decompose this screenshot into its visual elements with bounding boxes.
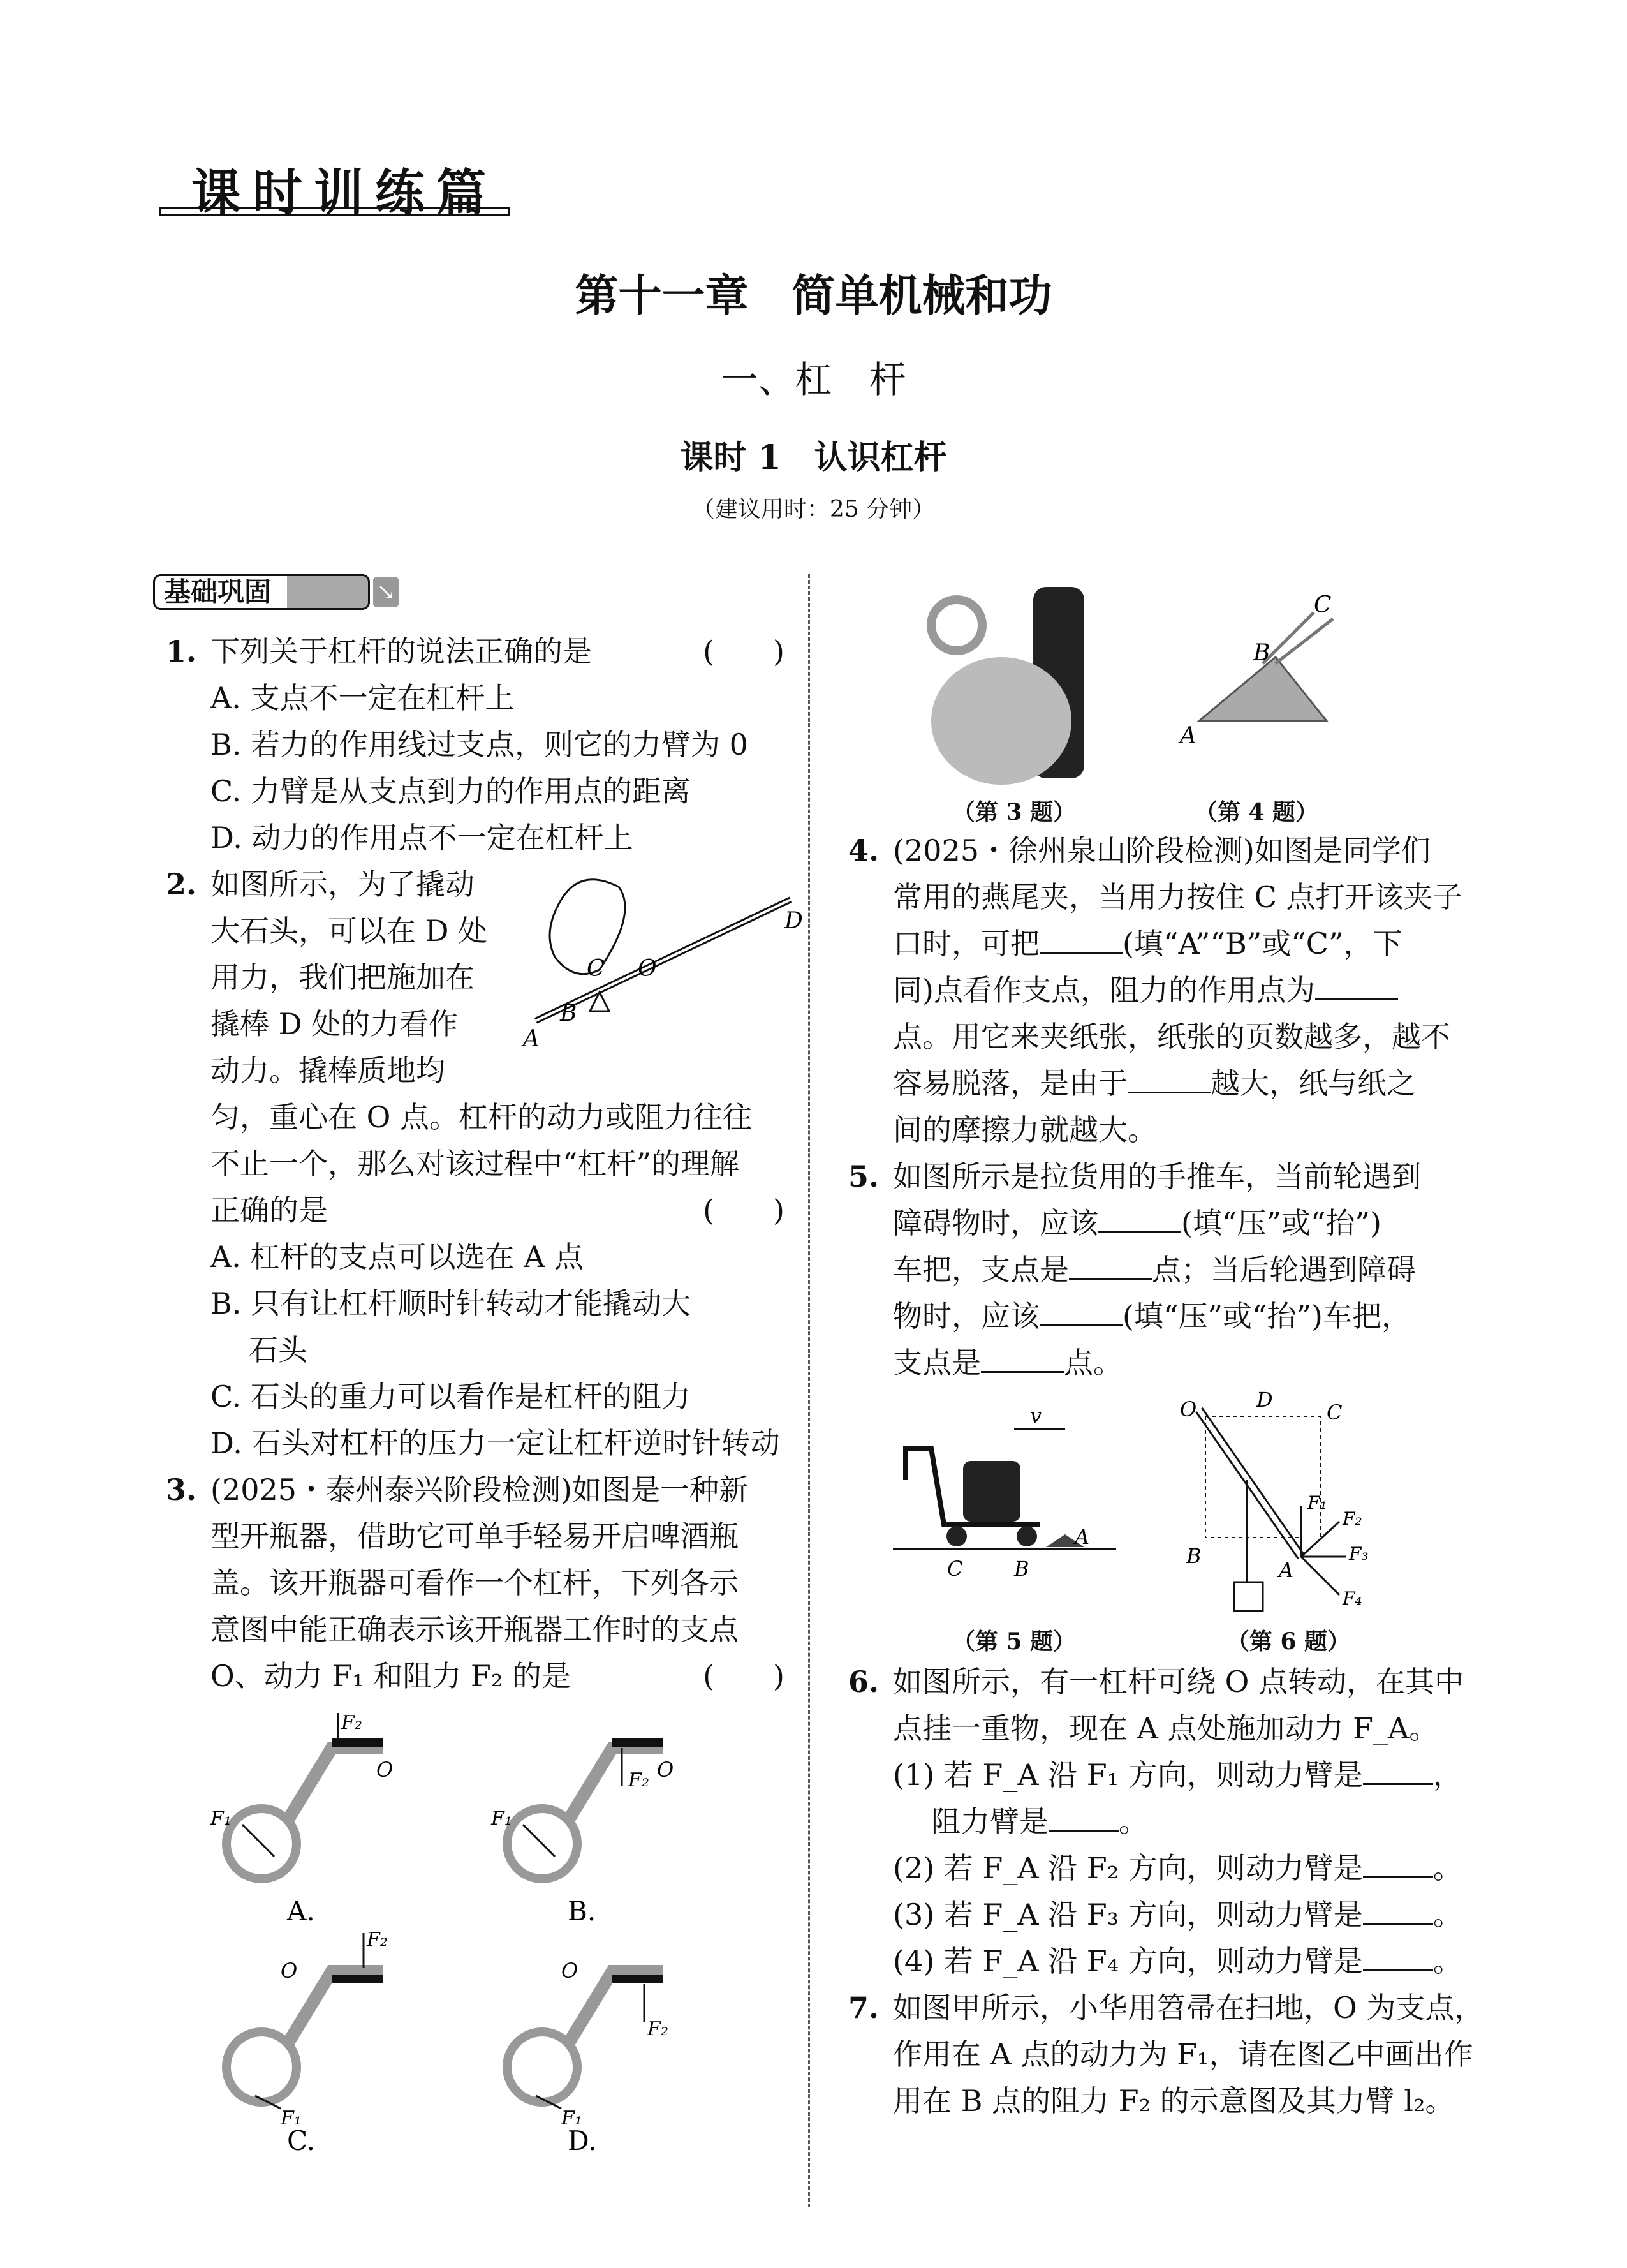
option-d-figure[interactable] bbox=[507, 1959, 668, 2156]
caption-q4: （第 4 题） bbox=[1194, 799, 1319, 826]
opener-options-figure bbox=[204, 1710, 778, 2156]
stem-text: 点。 bbox=[1064, 1345, 1123, 1380]
answer-blank[interactable] bbox=[1049, 1800, 1119, 1832]
answer-blank[interactable] bbox=[1363, 1894, 1433, 1925]
answer-blank[interactable] bbox=[981, 1342, 1064, 1373]
stem-text: ， bbox=[1432, 1758, 1462, 1792]
stem-text: 支点是 bbox=[893, 1345, 981, 1380]
stem-text: 同)点看作支点，阻力的作用点为 bbox=[893, 973, 1315, 1007]
figures-q5-q6 bbox=[893, 1391, 1467, 1620]
option-b-figure[interactable] bbox=[490, 1738, 674, 1927]
label-a: A bbox=[1180, 723, 1196, 749]
right-column-lower bbox=[848, 1659, 1484, 2124]
question-number: 4. bbox=[848, 833, 880, 868]
stem-line: 撬棒 D 处的力看作 bbox=[210, 1007, 459, 1041]
stem-line: 不止一个，那么对该过程中“杠杆”的理解 bbox=[210, 1146, 740, 1181]
question-number: 6. bbox=[848, 1664, 880, 1699]
label-f2: F₂ bbox=[367, 1929, 388, 1951]
banner-underline-ornament bbox=[159, 207, 510, 216]
stem-text: 。 bbox=[1432, 1897, 1462, 1932]
stem-line: (2025・徐州泉山阶段检测)如图是同学们 bbox=[893, 833, 1431, 868]
stem-text: (2) 若 F_A 沿 F₂ 方向，则动力臂是 bbox=[893, 1851, 1363, 1885]
option-b-cont: 石头 bbox=[249, 1333, 307, 1367]
stem-line: 如图甲所示，小华用笤帚在扫地，O 为支点， bbox=[893, 1990, 1484, 2025]
label-a: A bbox=[523, 1026, 540, 1052]
stem-text: 车把，支点是 bbox=[893, 1252, 1069, 1287]
question-2 bbox=[166, 861, 803, 1094]
answer-blank[interactable] bbox=[1069, 1249, 1152, 1280]
label-b: B bbox=[560, 1000, 577, 1027]
stem-text: (3) 若 F_A 沿 F₃ 方向，则动力臂是 bbox=[893, 1897, 1363, 1932]
label-f1: F₁ bbox=[1307, 1492, 1327, 1513]
stem-line: 用力，我们把施加在 bbox=[210, 960, 475, 995]
label-d: D bbox=[784, 908, 803, 934]
label-o: O bbox=[281, 1959, 298, 1983]
label-b: B bbox=[1253, 640, 1270, 666]
label-v: v bbox=[1030, 1404, 1042, 1428]
option-d: D. 石头对杠杆的压力一定让杠杆逆时针转动 bbox=[210, 1426, 780, 1460]
label-f2: F₂ bbox=[628, 1769, 649, 1791]
option-d: D. 动力的作用点不一定在杠杆上 bbox=[210, 820, 633, 855]
label-f4: F₄ bbox=[1343, 1588, 1362, 1609]
answer-blank[interactable] bbox=[1315, 969, 1398, 1000]
column-divider bbox=[808, 574, 810, 2207]
question-number: 2. bbox=[166, 867, 197, 901]
chapter-title: 第十一章 简单机械和功 bbox=[575, 271, 1052, 322]
caption-q6: （第 6 题） bbox=[1226, 1628, 1351, 1655]
stem-text: 。 bbox=[1119, 1804, 1148, 1839]
stem-text: 口时，可把 bbox=[893, 926, 1040, 961]
section-title: 一、杠 杆 bbox=[721, 358, 906, 401]
arrow-down-right-icon: ↘ bbox=[373, 577, 399, 607]
stem-line: 常用的燕尾夹，当用力按住 C 点打开该夹子 bbox=[893, 880, 1462, 914]
question-number: 5. bbox=[848, 1159, 880, 1194]
stem-line: 动力。撬棒质地均 bbox=[210, 1053, 445, 1088]
answer-blank[interactable] bbox=[1098, 1202, 1181, 1233]
label-a: A bbox=[1279, 1558, 1294, 1582]
label-o: O bbox=[1180, 1397, 1197, 1421]
option-b: B. 若力的作用线过支点，则它的力臂为 0 bbox=[210, 727, 748, 762]
choice-a: A. bbox=[287, 1895, 315, 1927]
stem-line: (2025・泰州泰兴阶段检测)如图是一种新 bbox=[210, 1472, 748, 1507]
stem-text: 阻力臂是 bbox=[931, 1804, 1049, 1839]
stem-text: (填“压”或“抬”)车把， bbox=[1123, 1299, 1411, 1333]
stem-text: 障碍物时，应该 bbox=[893, 1206, 1098, 1240]
hand-cart-figure bbox=[893, 1404, 1116, 1581]
caption-q5: （第 5 题） bbox=[952, 1628, 1077, 1655]
lever-forces-figure bbox=[1180, 1391, 1369, 1611]
question-7 bbox=[848, 1985, 1484, 2124]
question-1 bbox=[166, 628, 784, 675]
stem-line: 点挂一重物，现在 A 点处施加动力 F_A。 bbox=[893, 1711, 1439, 1745]
stem-text: (4) 若 F_A 沿 F₄ 方向，则动力臂是 bbox=[893, 1944, 1363, 1978]
lever-rock-figure bbox=[510, 861, 810, 1053]
suggested-time: （建议用时：25 分钟） bbox=[691, 496, 936, 523]
label-f3: F₃ bbox=[1349, 1543, 1369, 1564]
stem-line: 作用在 A 点的动力为 F₁，请在图乙中画出作 bbox=[893, 2037, 1473, 2072]
stem-line: 如图所示，为了撬动 bbox=[210, 867, 475, 901]
stem-line: 匀，重心在 O 点。杠杆的动力或阻力往往 bbox=[210, 1100, 752, 1134]
stem-line: 如图所示是拉货用的手推车，当前轮遇到 bbox=[893, 1159, 1421, 1194]
stem-line: 间的摩擦力就越大。 bbox=[893, 1113, 1157, 1147]
stem-line: 盖。该开瓶器可看作一个杠杆，下列各示 bbox=[210, 1566, 739, 1600]
label-a: A bbox=[1075, 1525, 1090, 1549]
label-b: B bbox=[1014, 1557, 1029, 1581]
option-a: A. 支点不一定在杠杆上 bbox=[210, 681, 515, 715]
stem-text: 正确的是 bbox=[210, 1193, 328, 1227]
label-f2: F₂ bbox=[1343, 1508, 1362, 1529]
banner-title: 课时训练篇 bbox=[191, 165, 498, 222]
answer-paren[interactable]: ( ) bbox=[703, 1659, 784, 1693]
stem-text: (1) 若 F_A 沿 F₁ 方向，则动力臂是 bbox=[893, 1758, 1363, 1792]
stem-text: 。 bbox=[1432, 1851, 1462, 1885]
option-c: C. 石头的重力可以看作是杠杆的阻力 bbox=[210, 1379, 691, 1414]
stem-text: 点；当后轮遇到障碍 bbox=[1152, 1252, 1416, 1287]
question-5 bbox=[848, 1153, 1467, 1386]
option-b: B. 只有让杠杆顺时针转动才能撬动大 bbox=[210, 1286, 691, 1321]
label-f2: F₂ bbox=[341, 1712, 362, 1734]
label-f1: F₁ bbox=[210, 1807, 232, 1830]
label-o: O bbox=[657, 1758, 674, 1782]
question-3 bbox=[166, 1467, 784, 1700]
lesson-title: 课时 1 认识杠杆 bbox=[680, 438, 947, 477]
question-number: 3. bbox=[166, 1472, 197, 1507]
choice-b: B. bbox=[568, 1895, 596, 1927]
stem-line bbox=[166, 1187, 784, 1234]
label-f1: F₁ bbox=[561, 2107, 582, 2130]
label-f1: F₁ bbox=[281, 2107, 302, 2130]
label-c: C bbox=[947, 1557, 963, 1581]
label-d: D bbox=[1256, 1391, 1273, 1412]
answer-blank[interactable] bbox=[1363, 1754, 1433, 1785]
stem-text: 越大，纸与纸之 bbox=[1211, 1066, 1416, 1101]
stem-text: 。 bbox=[1432, 1944, 1462, 1978]
stem-text: 容易脱落，是由于 bbox=[893, 1066, 1128, 1101]
stem-text: (填“压”或“抬”) bbox=[1181, 1206, 1381, 1240]
label-b: B bbox=[1186, 1544, 1202, 1568]
label-c: C bbox=[587, 956, 605, 982]
question-number: 1. bbox=[166, 634, 197, 669]
answer-paren[interactable]: ( ) bbox=[703, 634, 784, 669]
label-c: C bbox=[1314, 592, 1332, 618]
answer-blank[interactable] bbox=[1128, 1062, 1211, 1093]
label-f2: F₂ bbox=[647, 2018, 668, 2040]
answer-blank[interactable] bbox=[1363, 1940, 1433, 1971]
section-tag: 基础巩固 bbox=[153, 574, 370, 610]
stem-line: 点。用它来夹纸张，纸张的页数越多，越不 bbox=[893, 1019, 1450, 1054]
choice-d: D. bbox=[568, 2125, 597, 2156]
stem-line: 型开瓶器，借助它可单手轻易开启啤酒瓶 bbox=[210, 1519, 739, 1553]
binder-clip-photo bbox=[1178, 592, 1333, 749]
figures-q3-q4 bbox=[918, 574, 1492, 785]
stem-text: 物时，应该 bbox=[893, 1299, 1040, 1333]
option-c-figure[interactable] bbox=[226, 1929, 388, 2156]
stem-text: (填“A”“B”或“C”，下 bbox=[1123, 926, 1402, 961]
stem-line: 如图所示，有一杠杆可绕 O 点转动，在其中 bbox=[893, 1664, 1464, 1699]
right-column bbox=[848, 827, 1467, 1386]
label-o: O bbox=[376, 1758, 394, 1782]
option-c: C. 力臂是从支点到力的作用点的距离 bbox=[210, 774, 691, 808]
label-o: O bbox=[638, 956, 657, 982]
question-stem: 下列关于杠杆的说法正确的是 bbox=[210, 634, 592, 669]
choice-c: C. bbox=[287, 2125, 315, 2156]
label-c: C bbox=[1327, 1400, 1343, 1425]
answer-paren[interactable]: ( ) bbox=[703, 1193, 784, 1227]
answer-blank[interactable] bbox=[1040, 923, 1123, 954]
stem-line: 用在 B 点的阻力 F₂ 的示意图及其力臂 l₂。 bbox=[893, 2084, 1455, 2118]
caption-q3: （第 3 题） bbox=[952, 799, 1077, 826]
option-a: A. 杠杆的支点可以选在 A 点 bbox=[210, 1240, 584, 1274]
option-a-figure[interactable] bbox=[210, 1712, 393, 1927]
question-4 bbox=[848, 827, 1467, 1153]
stem-line: 意图中能正确表示该开瓶器工作时的支点 bbox=[210, 1612, 739, 1647]
label-f1: F₁ bbox=[491, 1807, 512, 1830]
bottle-opener-photo bbox=[931, 587, 1084, 785]
question-6 bbox=[848, 1659, 1467, 1985]
stem-line: 大石头，可以在 D 处 bbox=[210, 914, 488, 948]
left-column bbox=[166, 628, 803, 1700]
answer-blank[interactable] bbox=[1363, 1847, 1433, 1878]
stem-line: O、动力 F₁ 和阻力 F₂ 的是 bbox=[210, 1659, 571, 1693]
answer-blank[interactable] bbox=[1040, 1295, 1123, 1326]
label-o: O bbox=[561, 1959, 578, 1983]
question-number: 7. bbox=[848, 1990, 880, 2025]
